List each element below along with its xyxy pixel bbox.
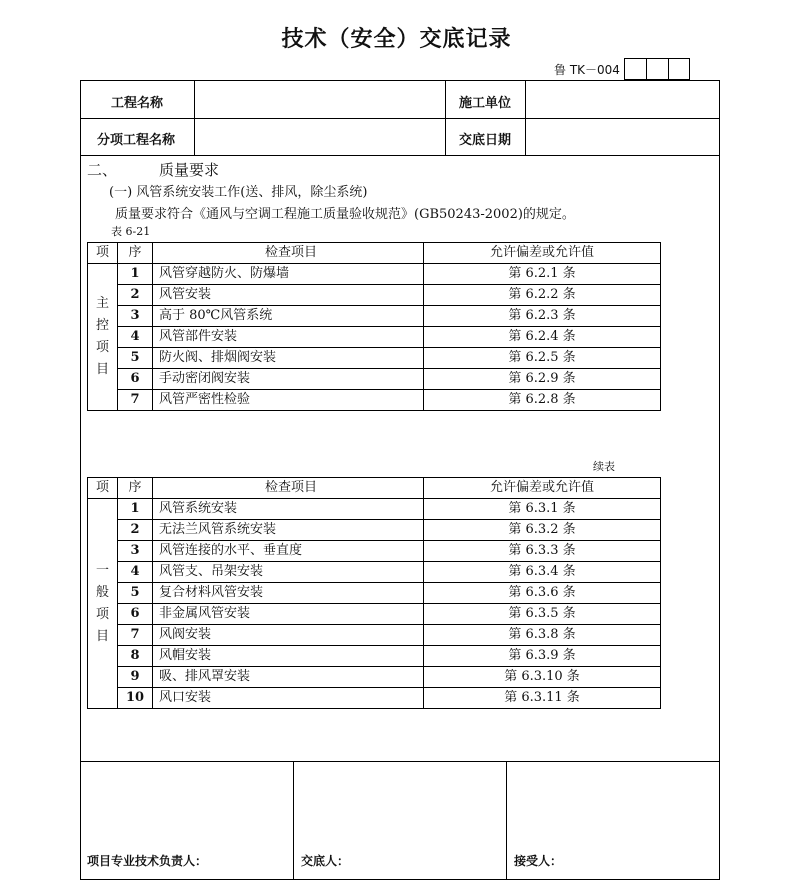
table-row <box>88 583 661 604</box>
divider <box>194 81 195 155</box>
table-header-row <box>88 478 661 499</box>
table-row <box>88 625 661 646</box>
check-item: 非金属风管安装 <box>153 604 424 625</box>
check-item: 防火阀、排烟阀安装 <box>153 348 424 369</box>
col-header-category: 项 <box>88 478 118 499</box>
doc-code: 鲁 TK－004 <box>554 62 620 77</box>
table-row <box>88 604 661 625</box>
allowed-value: 第 6.3.8 条 <box>424 625 661 646</box>
discloser-signature: 交底人： <box>301 854 350 868</box>
sub-project-label: 分项工程名称 <box>97 133 176 148</box>
allowed-value: 第 6.3.6 条 <box>424 583 661 604</box>
check-item: 风管穿越防火、防爆墙 <box>153 264 424 285</box>
section-heading <box>87 159 219 180</box>
table-row <box>88 390 661 411</box>
check-item: 风管部件安装 <box>153 327 424 348</box>
category-label: 一般项目 <box>95 562 109 644</box>
table-row <box>88 348 661 369</box>
table-header-row <box>88 243 661 264</box>
table-row <box>88 327 661 348</box>
row-index: 2 <box>118 520 153 541</box>
divider <box>81 118 719 119</box>
divider <box>81 155 719 156</box>
row-index: 1 <box>118 499 153 520</box>
section-title: 质量要求 <box>159 161 220 179</box>
allowed-value: 第 6.3.5 条 <box>424 604 661 625</box>
col-header-value: 允许偏差或允许值 <box>424 243 661 264</box>
row-index: 6 <box>118 604 153 625</box>
code-box <box>646 58 668 80</box>
divider <box>81 761 719 762</box>
table-row <box>88 499 661 520</box>
row-index: 6 <box>118 369 153 390</box>
check-item: 风阀安装 <box>153 625 424 646</box>
tech-lead-signature: 项目专业技术负责人： <box>87 854 208 868</box>
document-title: 技术（安全）交底记录 <box>281 27 512 52</box>
allowed-value: 第 6.2.1 条 <box>424 264 661 285</box>
col-header-value: 允许偏差或允许值 <box>424 478 661 499</box>
allowed-value: 第 6.3.2 条 <box>424 520 661 541</box>
table-row <box>88 306 661 327</box>
divider <box>506 761 507 879</box>
allowed-value: 第 6.2.8 条 <box>424 390 661 411</box>
col-header-index: 序 <box>118 478 153 499</box>
check-item: 手动密闭阀安装 <box>153 369 424 390</box>
row-index: 4 <box>118 327 153 348</box>
table-row <box>88 285 661 306</box>
allowed-value: 第 6.2.4 条 <box>424 327 661 348</box>
row-index: 9 <box>118 667 153 688</box>
col-header-item: 检查项目 <box>153 478 424 499</box>
continued-label: 续表 <box>593 460 615 473</box>
allowed-value: 第 6.3.10 条 <box>424 667 661 688</box>
general-items-table <box>87 477 661 709</box>
main-control-table <box>87 242 661 411</box>
col-header-item: 检查项目 <box>153 243 424 264</box>
check-item: 无法兰风管系统安装 <box>153 520 424 541</box>
category-cell <box>88 264 118 411</box>
row-index: 3 <box>118 541 153 562</box>
allowed-value: 第 6.3.3 条 <box>424 541 661 562</box>
row-index: 8 <box>118 646 153 667</box>
date-label: 交底日期 <box>459 133 512 148</box>
table-row <box>88 520 661 541</box>
allowed-value: 第 6.2.5 条 <box>424 348 661 369</box>
check-item: 风管严密性检验 <box>153 390 424 411</box>
contractor-label: 施工单位 <box>459 96 512 111</box>
check-item: 吸、排风罩安装 <box>153 667 424 688</box>
record-form <box>80 80 720 880</box>
code-box <box>668 58 690 80</box>
allowed-value: 第 6.2.9 条 <box>424 369 661 390</box>
col-header-index: 序 <box>118 243 153 264</box>
category-label: 主控项目 <box>95 296 109 377</box>
allowed-value: 第 6.3.9 条 <box>424 646 661 667</box>
table-row <box>88 369 661 390</box>
allowed-value: 第 6.2.2 条 <box>424 285 661 306</box>
check-item: 风管系统安装 <box>153 499 424 520</box>
category-cell <box>88 499 118 709</box>
divider <box>525 81 526 155</box>
col-header-category: 项 <box>88 243 118 264</box>
row-index: 5 <box>118 348 153 369</box>
allowed-value: 第 6.3.4 条 <box>424 562 661 583</box>
check-item: 高于 80℃风管系统 <box>153 306 424 327</box>
sub-heading: (一) 风管系统安装工作(送、排风，除尘系统) <box>109 185 368 200</box>
check-item: 风管安装 <box>153 285 424 306</box>
row-index: 3 <box>118 306 153 327</box>
table-row <box>88 688 661 709</box>
table-row <box>88 541 661 562</box>
row-index: 4 <box>118 562 153 583</box>
allowed-value: 第 6.2.3 条 <box>424 306 661 327</box>
allowed-value: 第 6.3.11 条 <box>424 688 661 709</box>
check-item: 风帽安装 <box>153 646 424 667</box>
row-index: 2 <box>118 285 153 306</box>
check-item: 风管连接的水平、垂直度 <box>153 541 424 562</box>
allowed-value: 第 6.3.1 条 <box>424 499 661 520</box>
table-row <box>88 646 661 667</box>
table-label: 表 6-21 <box>111 225 151 238</box>
table-row <box>88 667 661 688</box>
requirement-text: 质量要求符合《通风与空调工程施工质量验收规范》(GB50243-2002)的规定。 <box>115 207 575 222</box>
divider <box>445 81 446 155</box>
check-item: 风口安装 <box>153 688 424 709</box>
check-item: 风管支、吊架安装 <box>153 562 424 583</box>
table-row <box>88 562 661 583</box>
row-index: 7 <box>118 390 153 411</box>
row-index: 7 <box>118 625 153 646</box>
doc-code-row <box>554 58 690 80</box>
receiver-signature: 接受人： <box>514 854 563 868</box>
check-item: 复合材料风管安装 <box>153 583 424 604</box>
table-row <box>88 264 661 285</box>
code-box <box>624 58 646 80</box>
divider <box>293 761 294 879</box>
row-index: 10 <box>118 688 153 709</box>
section-number: 二、 <box>87 161 118 179</box>
project-name-label: 工程名称 <box>111 96 164 111</box>
row-index: 5 <box>118 583 153 604</box>
row-index: 1 <box>118 264 153 285</box>
